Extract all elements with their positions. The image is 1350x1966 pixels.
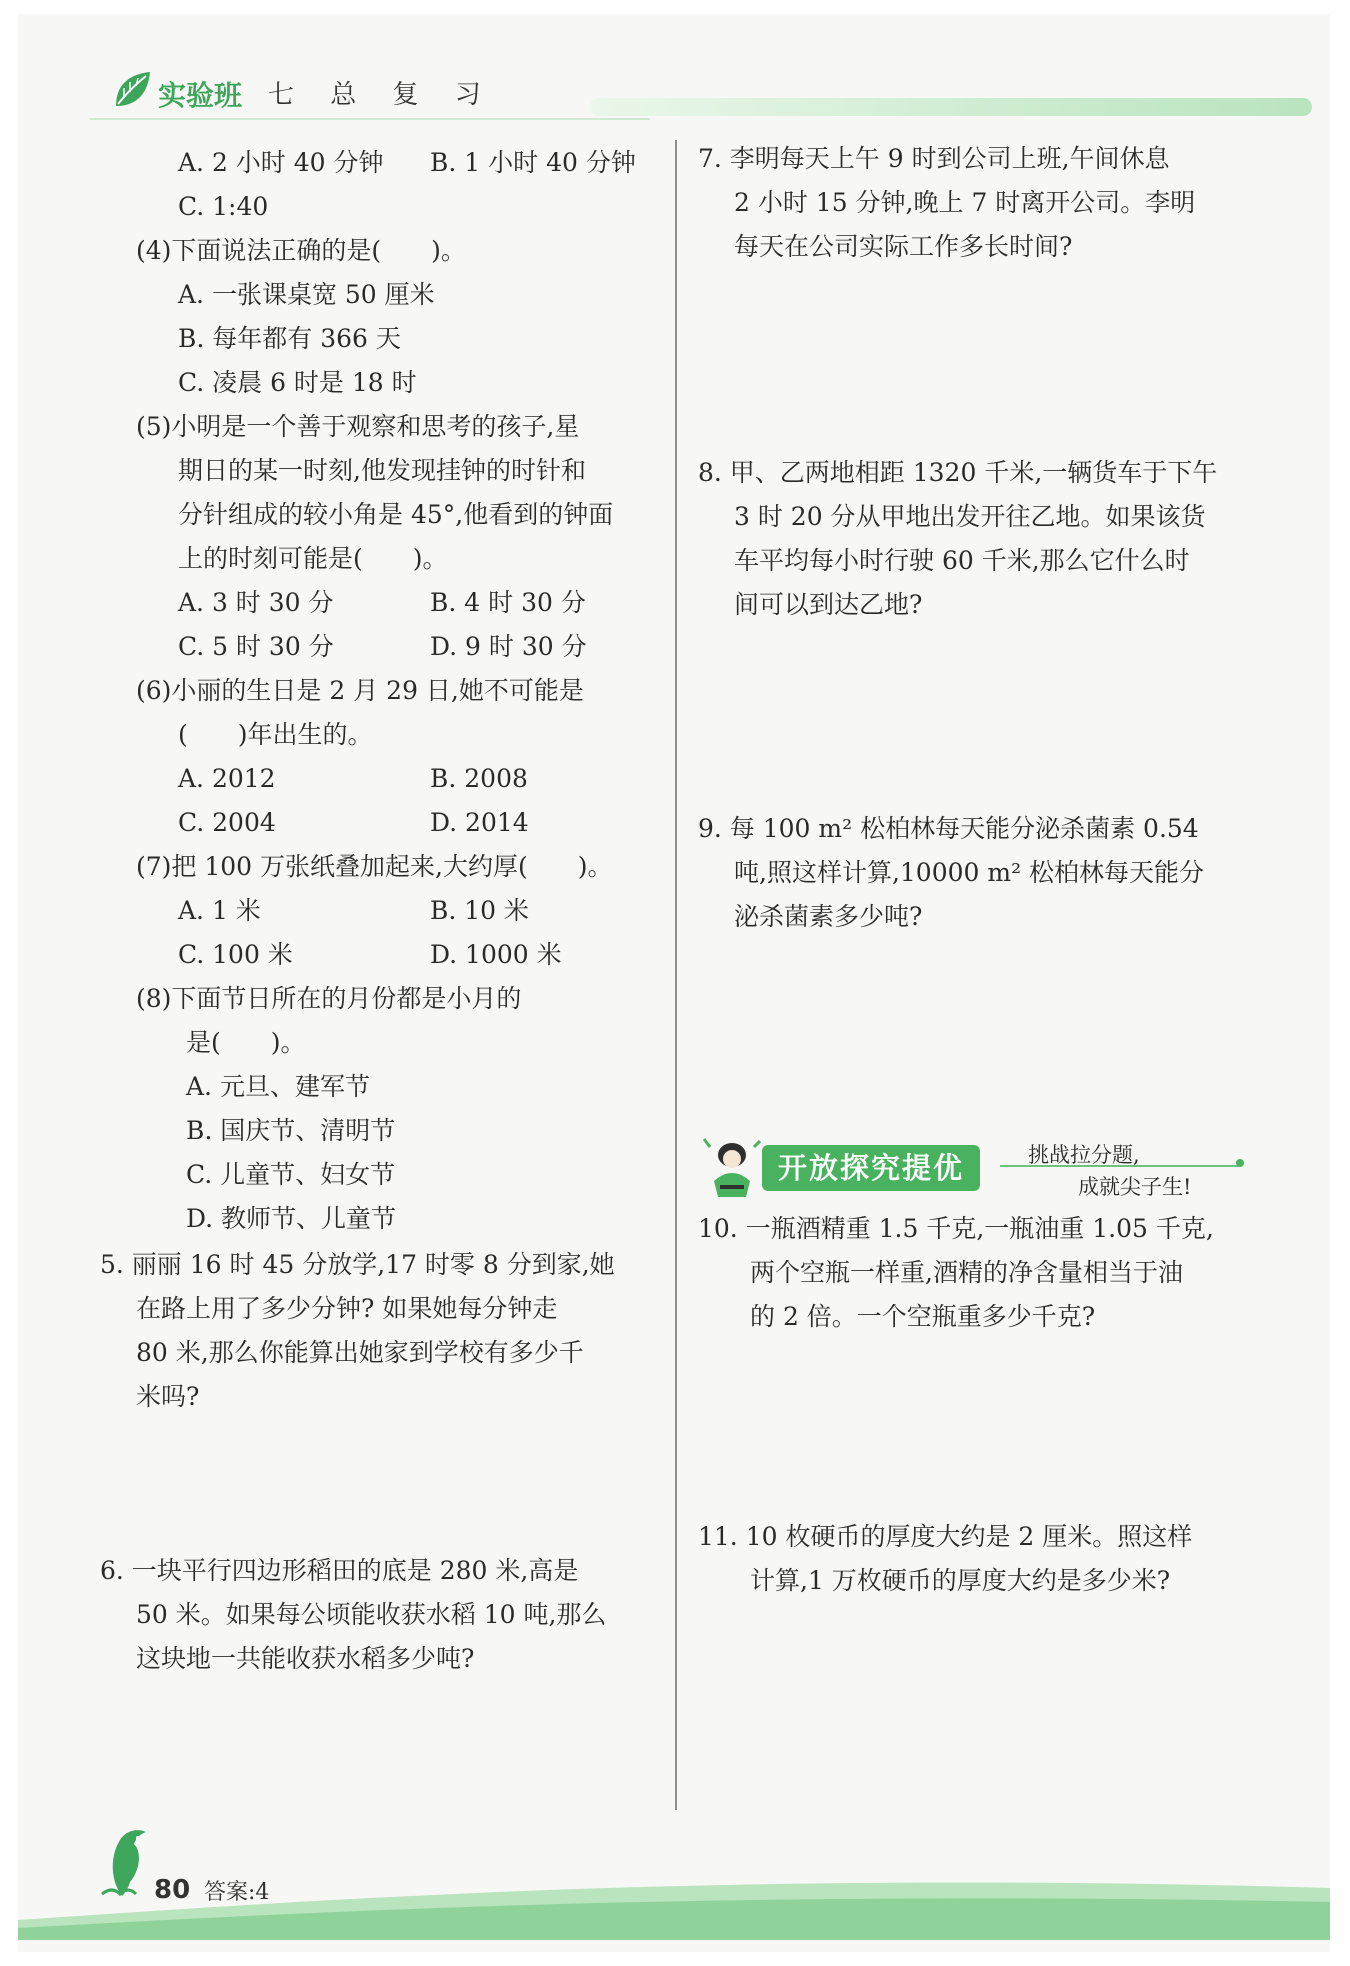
left_lines-q4-8-opt-b: B. 国庆节、清明节 (186, 1116, 396, 1145)
right_lines-q8-line-3: 车平均每小时行驶 60 千米,那么它什么时 (734, 546, 1190, 575)
left_lines-q4-5-stem-1: (5)小明是一个善于观察和思考的孩子,星 (136, 412, 580, 441)
left_lines-q4-6-opt-d: D. 2014 (430, 808, 529, 837)
left_lines-q5-line-4: 米吗? (136, 1382, 200, 1411)
right_lines-q10-line-1: 10. 一瓶酒精重 1.5 千克,一瓶油重 1.05 千克, (698, 1214, 1214, 1243)
left_lines-q4-4-opt-b: B. 每年都有 366 天 (178, 324, 401, 353)
section-title: 七 总 复 习 (268, 80, 495, 110)
right_lines-q10-line-2: 两个空瓶一样重,酒精的净含量相当于油 (750, 1258, 1183, 1287)
right_lines-q9-line-2: 吨,照这样计算,10000 m² 松柏林每天能分 (734, 858, 1205, 887)
left_lines-q4-5-stem-4: 上的时刻可能是( )。 (178, 544, 448, 573)
left_lines-q4-6-opt-a: A. 2012 (178, 764, 276, 793)
left_lines-q4-5-stem-3: 分针组成的较小角是 45°,他看到的钟面 (178, 500, 614, 529)
left_lines-q4-3-opt-a: A. 2 小时 40 分钟 (178, 148, 384, 177)
leaf-logo-icon (110, 68, 154, 112)
left_lines-q4-6-stem-1: (6)小丽的生日是 2 月 29 日,她不可能是 (136, 676, 584, 705)
right_lines-q11-line-1: 11. 10 枚硬币的厚度大约是 2 厘米。照这样 (698, 1522, 1193, 1551)
left_lines-q4-8-stem-2: 是( )。 (186, 1028, 306, 1057)
section-tag-title: 开放探究提优 (762, 1145, 980, 1191)
left_lines-q6-line-3: 这块地一共能收获水稻多少吨? (136, 1644, 475, 1673)
header-band (590, 98, 1312, 116)
left_lines-q4-8-stem-1: (8)下面节日所在的月份都是小月的 (136, 984, 522, 1013)
left_lines-q5-line-2: 在路上用了多少分钟? 如果她每分钟走 (136, 1294, 558, 1323)
page-header (90, 62, 1320, 122)
right_lines-q9-line-3: 泌杀菌素多少吨? (734, 902, 923, 931)
brand-title: 实验班 (158, 79, 243, 112)
right_lines-q8-line-1: 8. 甲、乙两地相距 1320 千米,一辆货车于下午 (698, 458, 1218, 487)
left_lines-q4-8-opt-d: D. 教师节、儿童节 (186, 1204, 397, 1233)
column-divider (675, 140, 677, 1810)
left_lines-q4-3-opt-c: C. 1:40 (178, 192, 269, 221)
left_lines-q4-7-opt-c: C. 100 米 (178, 940, 293, 969)
page-number: 80 (154, 1875, 191, 1905)
section-tag-dot (1236, 1159, 1244, 1167)
left_lines-q6-line-1: 6. 一块平行四边形稻田的底是 280 米,高是 (100, 1556, 579, 1585)
right_lines-q10-line-3: 的 2 倍。一个空瓶重多少千克? (750, 1302, 1096, 1331)
left_lines-q4-7-opt-d: D. 1000 米 (430, 940, 562, 969)
left_lines-q4-5-opt-a: A. 3 时 30 分 (178, 588, 334, 617)
right_lines-q8-line-2: 3 时 20 分从甲地出发开往乙地。如果该货 (734, 502, 1206, 531)
answer-note: 答案:4 (204, 1880, 270, 1905)
left_lines-q4-8-opt-a: A. 元旦、建军节 (186, 1072, 370, 1101)
right_lines-q11-line-2: 计算,1 万枚硬币的厚度大约是多少米? (750, 1566, 1171, 1595)
left_lines-q4-5-stem-2: 期日的某一时刻,他发现挂钟的时针和 (178, 456, 586, 485)
left_lines-q4-6-stem-2: ( )年出生的。 (178, 720, 373, 749)
left_lines-q4-8-opt-c: C. 儿童节、妇女节 (186, 1160, 396, 1189)
right_lines-q7-line-1: 7. 李明每天上午 9 时到公司上班,午间休息 (698, 144, 1170, 173)
left_lines-q4-6-opt-b: B. 2008 (430, 764, 528, 793)
section-tag (700, 1135, 1260, 1205)
left_lines-q4-7-opt-a: A. 1 米 (178, 896, 261, 925)
left_lines-q4-6-opt-c: C. 2004 (178, 808, 276, 837)
left_lines-q4-3-opt-b: B. 1 小时 40 分钟 (430, 148, 636, 177)
left_lines-q4-5-opt-d: D. 9 时 30 分 (430, 632, 587, 661)
left_lines-q4-7-opt-b: B. 10 米 (430, 896, 530, 925)
dolphin-icon (96, 1826, 154, 1900)
left_lines-q5-line-1: 5. 丽丽 16 时 45 分放学,17 时零 8 分到家,她 (100, 1250, 615, 1279)
student-mascot-icon (700, 1135, 764, 1201)
right_lines-q8-line-4: 间可以到达乙地? (734, 590, 923, 619)
left_lines-q4-5-opt-b: B. 4 时 30 分 (430, 588, 586, 617)
left_lines-q4-5-opt-c: C. 5 时 30 分 (178, 632, 334, 661)
section-tag-slogan-2: 成就尖子生! (1078, 1175, 1192, 1199)
left_lines-q6-line-2: 50 米。如果每公顷能收获水稻 10 吨,那么 (136, 1600, 607, 1629)
section-tag-slogan-1: 挑战拉分题, (1028, 1143, 1140, 1167)
left_lines-q4-7-stem: (7)把 100 万张纸叠加起来,大约厚( )。 (136, 852, 613, 881)
left_lines-q4-4-stem: (4)下面说法正确的是( )。 (136, 236, 466, 265)
right_lines-q7-line-3: 每天在公司实际工作多长时间? (734, 232, 1073, 261)
header-rule (90, 118, 650, 120)
left_lines-q4-4-opt-c: C. 凌晨 6 时是 18 时 (178, 368, 417, 397)
right_lines-q7-line-2: 2 小时 15 分钟,晚上 7 时离开公司。李明 (734, 188, 1196, 217)
right_lines-q9-line-1: 9. 每 100 m² 松柏林每天能分泌杀菌素 0.54 (698, 814, 1199, 843)
left_lines-q5-line-3: 80 米,那么你能算出她家到学校有多少千 (136, 1338, 584, 1367)
left_lines-q4-4-opt-a: A. 一张课桌宽 50 厘米 (178, 280, 435, 309)
